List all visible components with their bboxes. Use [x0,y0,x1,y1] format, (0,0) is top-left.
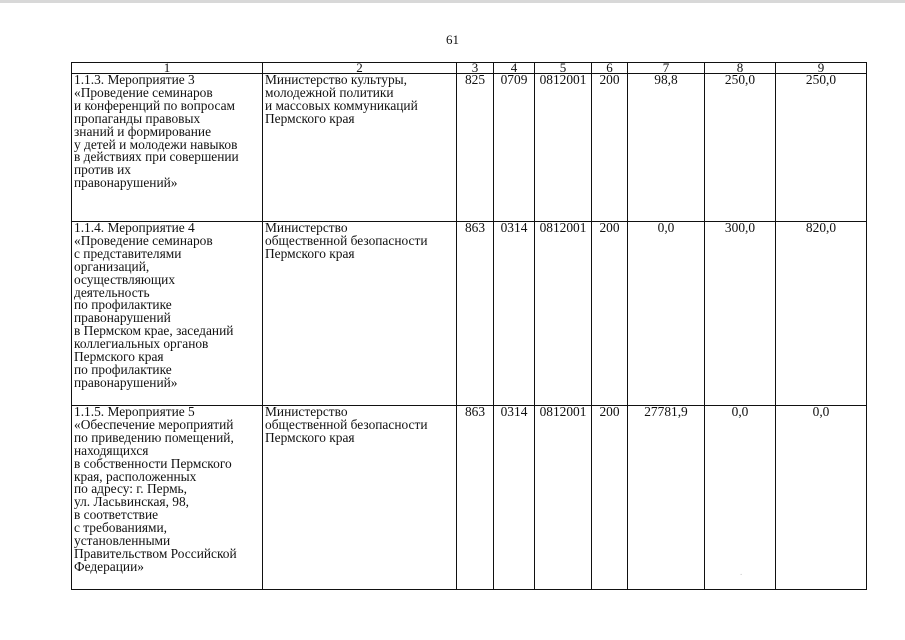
column-header-8: 8 [705,63,776,74]
amount-col7-cell: 27781,9 [628,406,705,590]
executor-cell: Министерство общественной безопасности Пермского края [263,406,457,590]
column-header-6: 6 [592,63,628,74]
activity-name-cell: 1.1.4. Мероприятие 4 «Проведение семинаров с представителями организаций, осуществляющих деятельность по профилактике правонарушений в Пермском крае, заседаний коллегиальных органов Пермского края по профилактике правонарушений» [72,222,263,406]
code-col3-cell: 863 [457,222,494,406]
table-row [72,222,867,406]
code-col4-cell: 0709 [494,74,535,222]
scan-top-edge [0,0,905,3]
column-header-1: 1 [72,63,263,74]
code-col6-cell: 200 [592,74,628,222]
amount-col8-cell: 300,0 [705,222,776,406]
amount-col9-cell: 0,0 [776,406,867,590]
code-col6-cell: 200 [592,406,628,590]
budget-table [71,62,867,590]
amount-col7-cell: 98,8 [628,74,705,222]
amount-col9-cell: 820,0 [776,222,867,406]
executor-cell: Министерство общественной безопасности Пермского края [263,222,457,406]
column-header-3: 3 [457,63,494,74]
code-col5-cell: 0812001 [535,74,592,222]
code-col3-cell: 825 [457,74,494,222]
table-row [72,74,867,222]
column-header-2: 2 [263,63,457,74]
activity-name-cell: 1.1.3. Мероприятие 3 «Проведение семинаров и конференций по вопросам пропаганды правовых знаний и формирование у детей и молодежи навыков в действиях при совершении против их правонарушений» [72,74,263,222]
activity-name-cell: 1.1.5. Мероприятие 5 «Обеспечение мероприятий по приведению помещений, находящихся в собственности Пермского края, расположенных по адресу: г. Пермь, ул. Ласьвинская, 98, в соответствие с требованиями, установленными Правительством Российской Федерации» [72,406,263,590]
table-row [72,406,867,590]
code-col4-cell: 0314 [494,222,535,406]
code-col3-cell: 863 [457,406,494,590]
amount-col9-cell: 250,0 [776,74,867,222]
column-header-5: 5 [535,63,592,74]
code-col5-cell: 0812001 [535,406,592,590]
code-col5-cell: 0812001 [535,222,592,406]
column-header-9: 9 [776,63,867,74]
amount-col8-cell: 250,0 [705,74,776,222]
scan-mark: . [740,567,743,577]
amount-col8-cell: 0,0 [705,406,776,590]
amount-col7-cell: 0,0 [628,222,705,406]
executor-cell: Министерство культуры, молодежной политики и массовых коммуникаций Пермского края [263,74,457,222]
code-col4-cell: 0314 [494,406,535,590]
code-col6-cell: 200 [592,222,628,406]
column-header-4: 4 [494,63,535,74]
column-header-7: 7 [628,63,705,74]
page-number: 61 [446,32,459,47]
